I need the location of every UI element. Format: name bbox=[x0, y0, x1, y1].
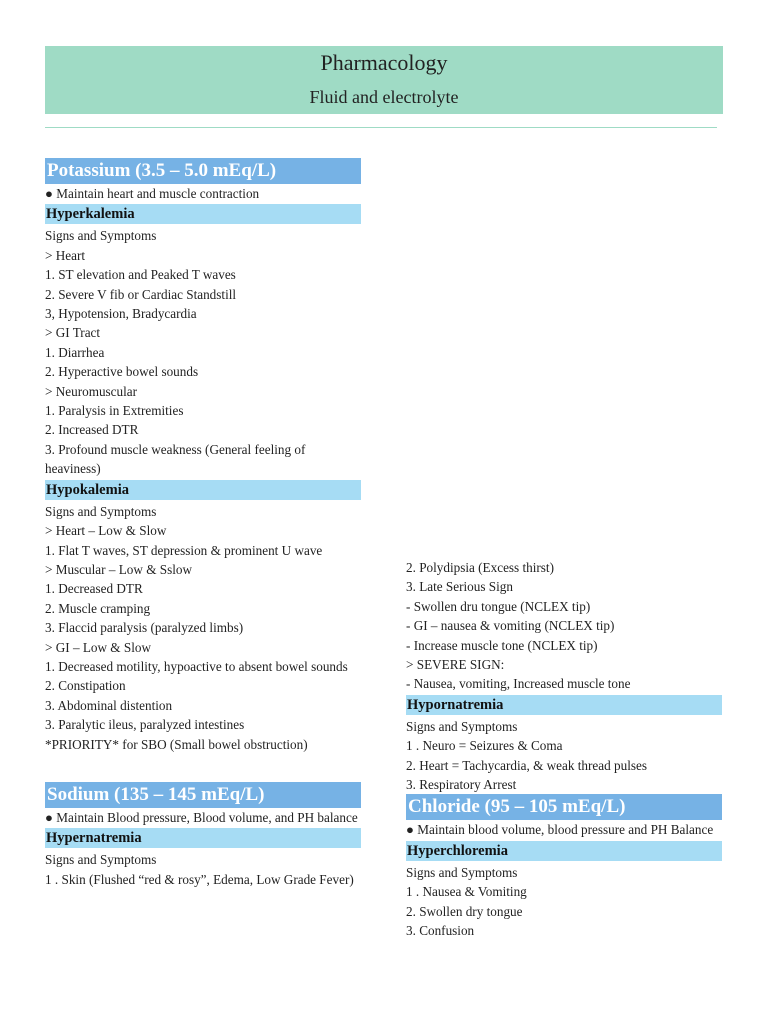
list-item: 3. Flaccid paralysis (paralyzed limbs) bbox=[45, 620, 244, 636]
list-item: > Neuromuscular bbox=[45, 383, 138, 399]
list-item: 3, Hypotension, Bradycardia bbox=[45, 306, 197, 322]
page-title: Pharmacology bbox=[320, 50, 448, 75]
potassium-summary: ● Maintain heart and muscle contraction bbox=[45, 186, 260, 201]
title-banner bbox=[45, 46, 723, 114]
list-item: 3. Paralytic ileus, paralyzed intestines bbox=[45, 717, 245, 733]
list-item: Signs and Symptoms bbox=[406, 718, 518, 734]
chloride-heading: Chloride (95 – 105 mEq/L) bbox=[406, 794, 722, 820]
chloride-summary: ● Maintain blood volume, blood pressure and PH Balance bbox=[406, 822, 714, 838]
list-item: 3. Profound muscle weakness (General feeling of heaviness) bbox=[45, 441, 306, 477]
list-item: 3. Late Serious Sign bbox=[406, 579, 513, 595]
right-column bbox=[406, 558, 722, 941]
list-item: - Nausea, vomiting, Increased muscle tone bbox=[406, 676, 631, 692]
left-column bbox=[45, 158, 361, 889]
list-item: 1. ST elevation and Peaked T waves bbox=[45, 267, 236, 283]
hyperkalemia-heading: Hyperkalemia bbox=[45, 204, 361, 224]
list-item: > SEVERE SIGN: bbox=[406, 657, 505, 673]
list-item: 2. Severe V fib or Cardiac Standstill bbox=[45, 286, 237, 302]
list-item: - Increase muscle tone (NCLEX tip) bbox=[406, 637, 598, 653]
list-item: 3. Respiratory Arrest bbox=[406, 777, 517, 793]
hypernatremia-heading: Hypernatremia bbox=[45, 828, 361, 848]
hyponatremia-heading: Hypornatremia bbox=[406, 695, 722, 715]
list-item: Signs and Symptoms bbox=[45, 852, 157, 868]
list-item: Signs and Symptoms bbox=[406, 864, 518, 880]
sodium-heading: Sodium (135 – 145 mEq/L) bbox=[45, 782, 361, 808]
list-item: 2. Polydipsia (Excess thirst) bbox=[406, 560, 554, 575]
list-item: - GI – nausea & vomiting (NCLEX tip) bbox=[406, 618, 615, 634]
sodium-summary: ● Maintain Blood pressure, Blood volume, and PH balance bbox=[45, 809, 358, 825]
list-item: 1. Decreased motility, hypoactive to absent bowel sounds bbox=[45, 658, 348, 674]
page-subtitle: Fluid and electrolyte bbox=[309, 87, 459, 107]
list-item: > Muscular – Low & Sslow bbox=[45, 561, 193, 577]
list-item: 1 . Skin (Flushed “red & rosy”, Edema, Low Grade Fever) bbox=[45, 871, 354, 887]
list-item: - Swollen dru tongue (NCLEX tip) bbox=[406, 598, 591, 614]
list-item: 2. Muscle cramping bbox=[45, 600, 151, 616]
list-item: > GI – Low & Slow bbox=[45, 639, 151, 655]
list-item: > GI Tract bbox=[45, 325, 101, 341]
list-item: 1 . Neuro = Seizures & Coma bbox=[406, 738, 563, 754]
list-item: 1. Decreased DTR bbox=[45, 581, 143, 597]
list-item: 1. Diarrhea bbox=[45, 344, 105, 360]
title-divider bbox=[45, 127, 717, 128]
list-item: 1. Flat T waves, ST depression & prominent U wave bbox=[45, 542, 323, 558]
list-item: 3. Confusion bbox=[406, 923, 475, 939]
list-item: *PRIORITY* for SBO (Small bowel obstruction) bbox=[45, 736, 308, 752]
list-item: 1. Paralysis in Extremities bbox=[45, 403, 184, 419]
list-item: 2. Heart = Tachycardia, & weak thread pulses bbox=[406, 757, 647, 773]
list-item: 3. Abdominal distention bbox=[45, 697, 173, 713]
list-item: 2. Increased DTR bbox=[45, 422, 139, 438]
hypokalemia-heading: Hypokalemia bbox=[45, 480, 361, 500]
list-item: Signs and Symptoms bbox=[45, 228, 157, 244]
list-item: 2. Swollen dry tongue bbox=[406, 903, 523, 919]
potassium-heading: Potassium (3.5 – 5.0 mEq/L) bbox=[45, 158, 361, 184]
hyperchloremia-heading: Hyperchloremia bbox=[406, 841, 722, 861]
list-item: 2. Constipation bbox=[45, 678, 126, 694]
list-item: 1 . Nausea & Vomiting bbox=[406, 884, 527, 900]
list-item: Signs and Symptoms bbox=[45, 503, 157, 519]
list-item: > Heart – Low & Slow bbox=[45, 523, 167, 539]
list-item: 2. Hyperactive bowel sounds bbox=[45, 364, 199, 380]
list-item: > Heart bbox=[45, 247, 86, 263]
